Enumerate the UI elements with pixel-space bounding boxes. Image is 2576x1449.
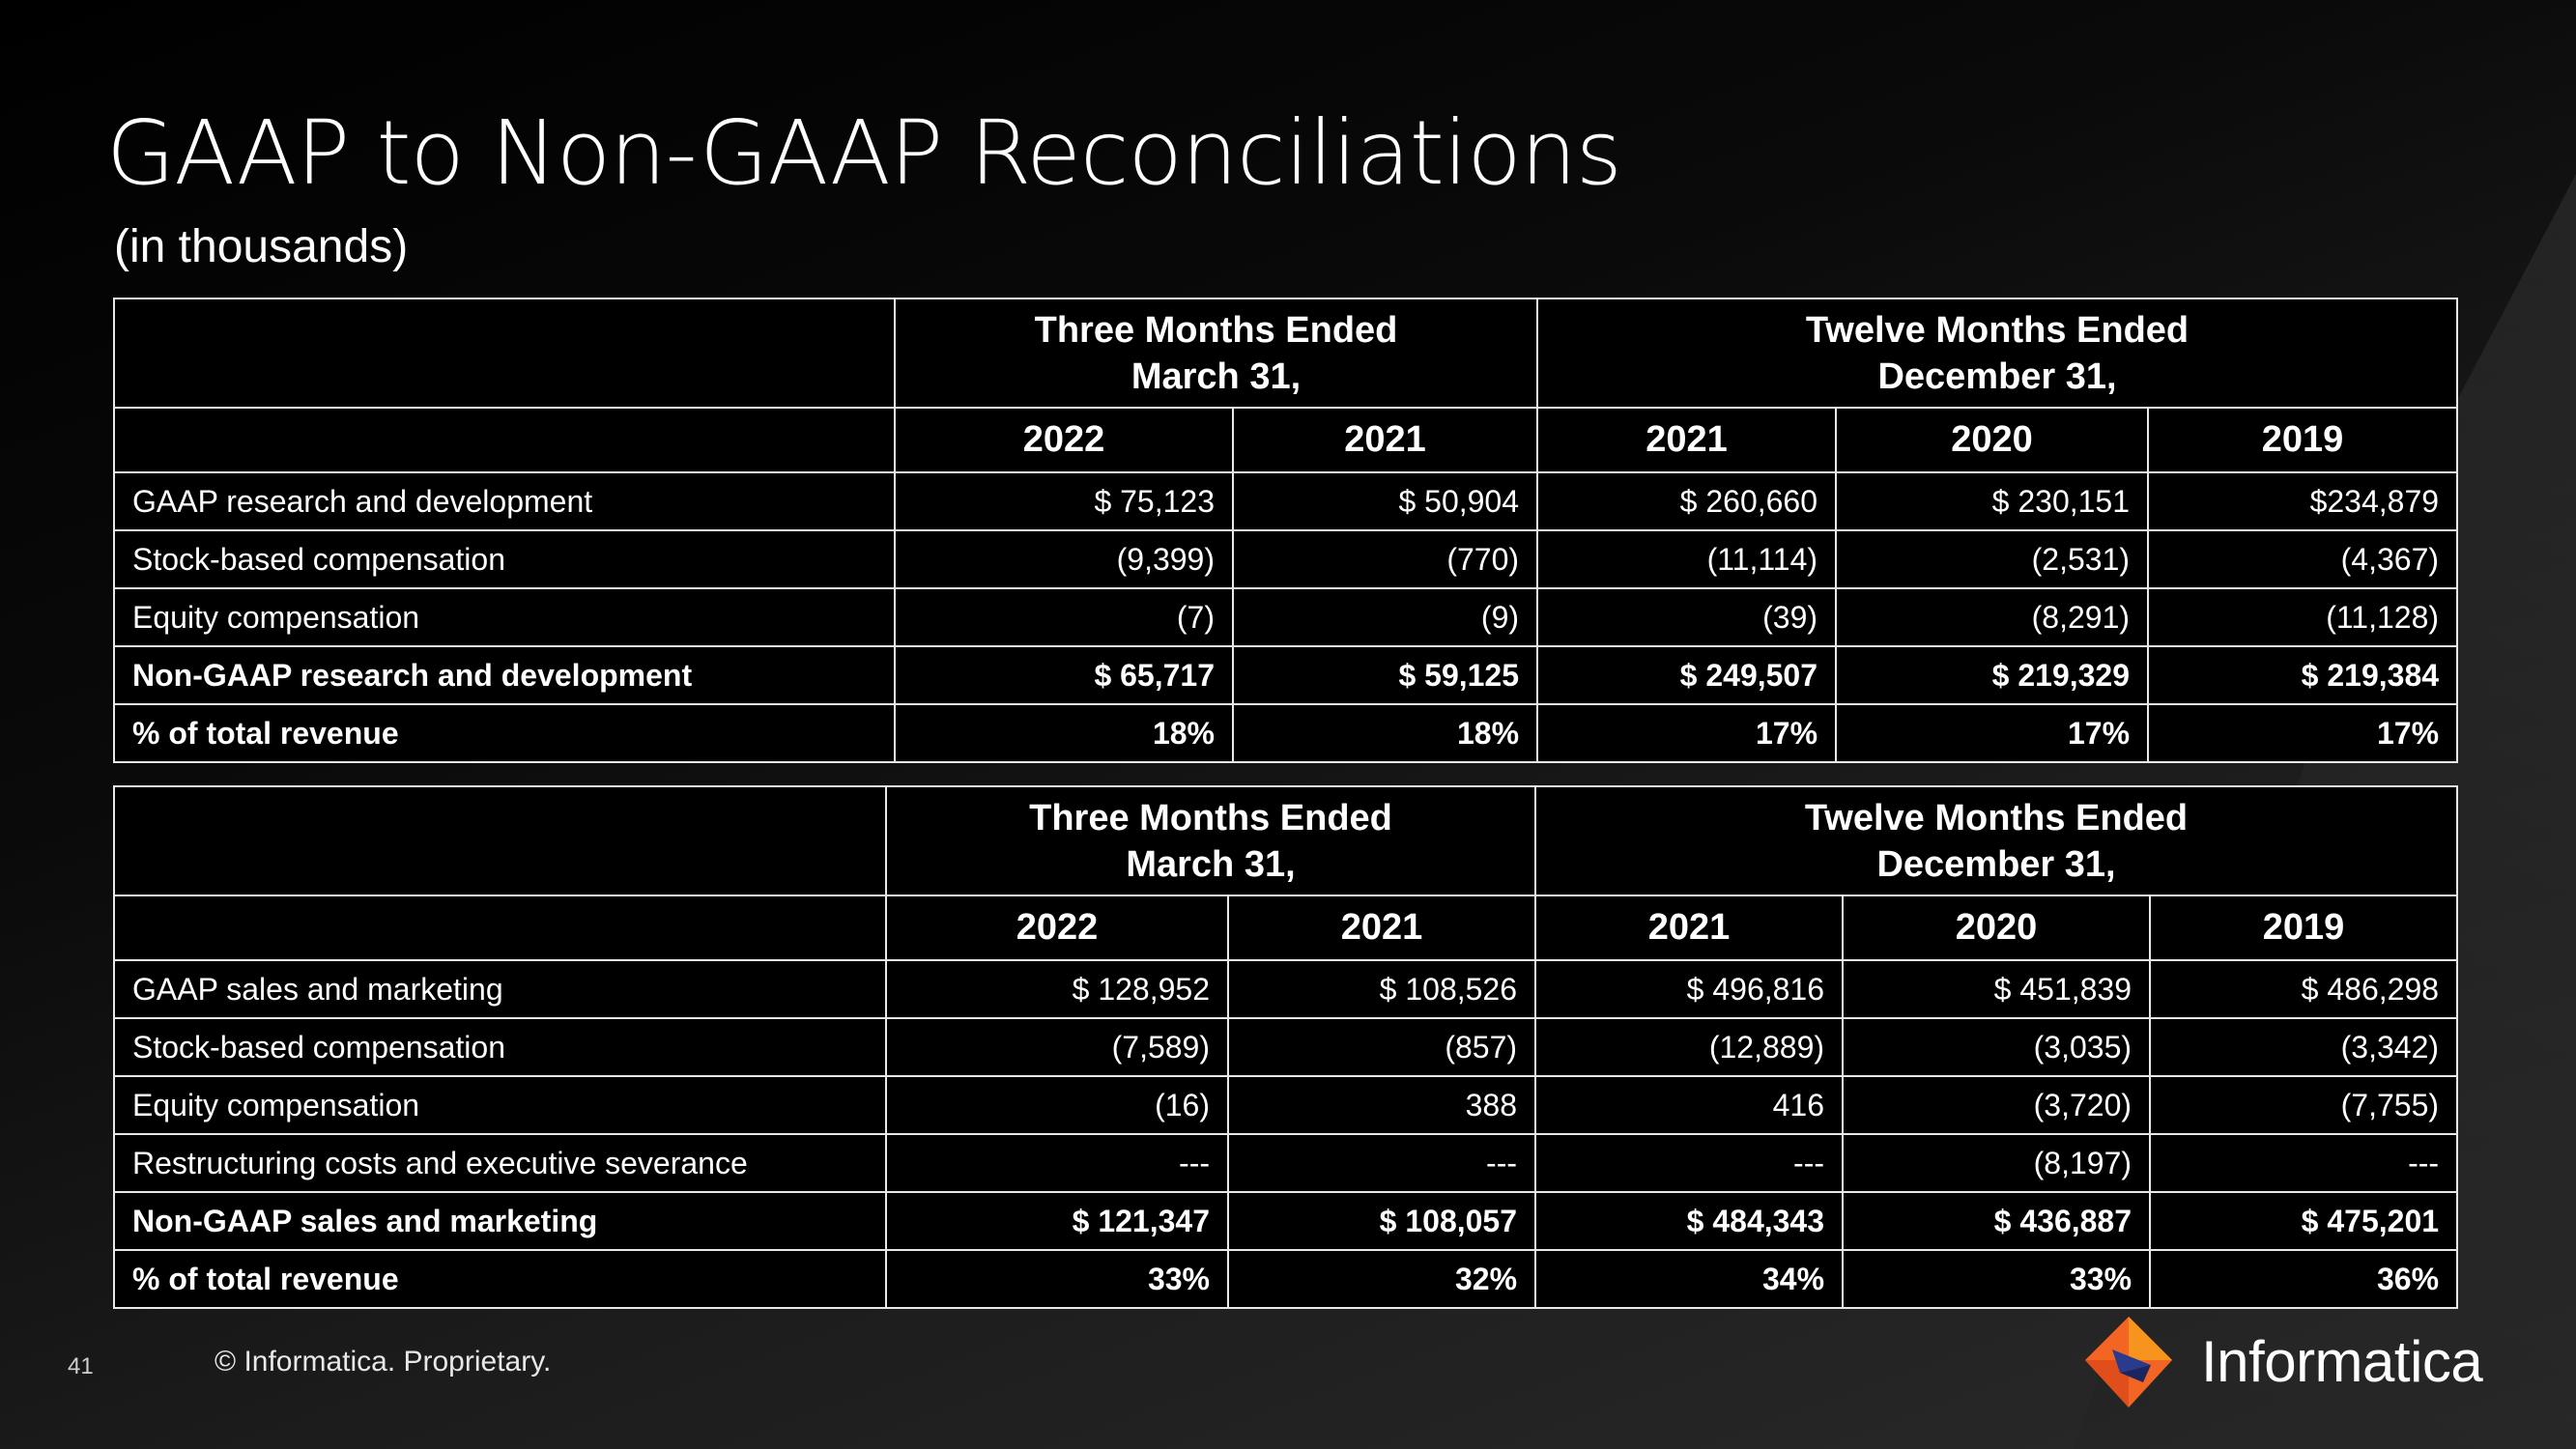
table-row-total	[114, 1192, 2457, 1250]
table-cell: (8,291)	[1836, 588, 2148, 646]
table-cell: (7,589)	[886, 1018, 1228, 1076]
table-cell: ---	[886, 1134, 1228, 1192]
header-blank-cell	[114, 786, 886, 895]
row-label: GAAP sales and marketing	[114, 960, 886, 1018]
table-cell: 416	[1535, 1076, 1843, 1134]
table-cell: 17%	[1836, 704, 2148, 762]
table-cell: (7)	[895, 588, 1233, 646]
row-label: Non-GAAP sales and marketing	[114, 1192, 886, 1250]
group-header-line: December 31,	[1876, 843, 2116, 885]
row-label: Non-GAAP research and development	[114, 646, 895, 704]
row-label: % of total revenue	[114, 704, 895, 762]
table-row	[114, 1018, 2457, 1076]
group-header-line: Twelve Months Ended	[1805, 309, 2190, 351]
row-label: Restructuring costs and executive severance	[114, 1134, 886, 1192]
table-cell: 34%	[1535, 1250, 1843, 1308]
table-cell: (2,531)	[1836, 530, 2148, 588]
table-cell: $ 128,952	[886, 960, 1228, 1018]
table-year-header-row	[114, 895, 2457, 960]
table-cell: (9,399)	[895, 530, 1233, 588]
table-cell: (3,035)	[1843, 1018, 2150, 1076]
table-cell: (12,889)	[1535, 1018, 1843, 1076]
table-cell: 17%	[1537, 704, 1836, 762]
table-cell: 33%	[886, 1250, 1228, 1308]
table-group-header-row	[114, 786, 2457, 895]
year-header: 2021	[1537, 408, 1836, 472]
year-header: 2019	[2150, 895, 2457, 960]
group-header-line: Three Months Ended	[1034, 309, 1398, 351]
table-cell: $ 475,201	[2150, 1192, 2457, 1250]
table-cell: (16)	[886, 1076, 1228, 1134]
year-header: 2022	[886, 895, 1228, 960]
row-label: Equity compensation	[114, 1076, 886, 1134]
table-cell: $ 108,057	[1228, 1192, 1535, 1250]
year-header: 2019	[2148, 408, 2457, 472]
table-cell: $ 230,151	[1836, 472, 2148, 530]
twelve-months-header	[1535, 786, 2457, 895]
table-cell: (4,367)	[2148, 530, 2457, 588]
sm-reconciliation-table	[113, 785, 2458, 1309]
table-cell: (11,128)	[2148, 588, 2457, 646]
table-row	[114, 472, 2457, 530]
table-cell: $ 486,298	[2150, 960, 2457, 1018]
table-cell: $ 436,887	[1843, 1192, 2150, 1250]
table-cell: $ 249,507	[1537, 646, 1836, 704]
row-label: Stock-based compensation	[114, 1018, 886, 1076]
table-cell: (770)	[1233, 530, 1537, 588]
informatica-diamond-logo-icon	[2083, 1315, 2190, 1411]
table-cell: $ 121,347	[886, 1192, 1228, 1250]
table-cell: (7,755)	[2150, 1076, 2457, 1134]
year-header: 2020	[1836, 408, 2148, 472]
table-cell: 36%	[2150, 1250, 2457, 1308]
table-cell: $ 75,123	[895, 472, 1233, 530]
table-cell: 33%	[1843, 1250, 2150, 1308]
table-group-header-row	[114, 298, 2457, 408]
table-row	[114, 1076, 2457, 1134]
table-row	[114, 530, 2457, 588]
header-blank-cell	[114, 408, 895, 472]
logo-wordmark: Informatica	[2201, 1329, 2483, 1394]
table-year-header-row	[114, 408, 2457, 472]
table-row	[114, 960, 2457, 1018]
table-cell: $ 496,816	[1535, 960, 1843, 1018]
table-cell: 388	[1228, 1076, 1535, 1134]
table-cell: $ 219,329	[1836, 646, 2148, 704]
year-header: 2020	[1843, 895, 2150, 960]
three-months-header	[895, 298, 1537, 408]
group-header-line: March 31,	[1126, 843, 1296, 885]
table-cell: ---	[1535, 1134, 1843, 1192]
table-row	[114, 588, 2457, 646]
table-cell: (39)	[1537, 588, 1836, 646]
table-cell: 18%	[1233, 704, 1537, 762]
table-row-percent	[114, 1250, 2457, 1308]
table-cell: (8,197)	[1843, 1134, 2150, 1192]
table-cell: $ 219,384	[2148, 646, 2457, 704]
table-row-percent	[114, 704, 2457, 762]
header-blank-cell	[114, 298, 895, 408]
table-cell: (9)	[1233, 588, 1537, 646]
three-months-header	[886, 786, 1535, 895]
informatica-logo	[2077, 1311, 2483, 1417]
table-row-total	[114, 646, 2457, 704]
year-header: 2021	[1535, 895, 1843, 960]
table-cell: $ 65,717	[895, 646, 1233, 704]
header-blank-cell	[114, 895, 886, 960]
twelve-months-header	[1537, 298, 2457, 408]
year-header: 2021	[1233, 408, 1537, 472]
group-header-line: December 31,	[1877, 355, 2117, 397]
year-header: 2021	[1228, 895, 1535, 960]
table-cell: $ 50,904	[1233, 472, 1537, 530]
table-cell: (3,342)	[2150, 1018, 2457, 1076]
table-cell: $234,879	[2148, 472, 2457, 530]
table-cell: ---	[1228, 1134, 1535, 1192]
year-header: 2022	[895, 408, 1233, 472]
group-header-line: Twelve Months Ended	[1804, 797, 2189, 838]
row-label: Stock-based compensation	[114, 530, 895, 588]
row-label: GAAP research and development	[114, 472, 895, 530]
copyright-notice: © Informatica. Proprietary.	[215, 1346, 552, 1378]
table-cell: (3,720)	[1843, 1076, 2150, 1134]
table-cell: $ 108,526	[1228, 960, 1535, 1018]
page-number: 41	[68, 1353, 94, 1379]
table-cell: $ 451,839	[1843, 960, 2150, 1018]
rd-reconciliation-table	[113, 298, 2458, 763]
group-header-line: March 31,	[1131, 355, 1302, 397]
group-header-line: Three Months Ended	[1029, 797, 1392, 838]
table-cell: (11,114)	[1537, 530, 1836, 588]
table-cell: $ 59,125	[1233, 646, 1537, 704]
table-cell: $ 260,660	[1537, 472, 1836, 530]
table-cell: $ 484,343	[1535, 1192, 1843, 1250]
page-title: GAAP to Non-GAAP Reconciliations	[106, 101, 1621, 205]
table-cell: ---	[2150, 1134, 2457, 1192]
table-cell: 32%	[1228, 1250, 1535, 1308]
table-cell: 17%	[2148, 704, 2457, 762]
page-subtitle: (in thousands)	[114, 221, 409, 272]
table-cell: (857)	[1228, 1018, 1535, 1076]
row-label: Equity compensation	[114, 588, 895, 646]
row-label: % of total revenue	[114, 1250, 886, 1308]
table-row	[114, 1134, 2457, 1192]
table-cell: 18%	[895, 704, 1233, 762]
